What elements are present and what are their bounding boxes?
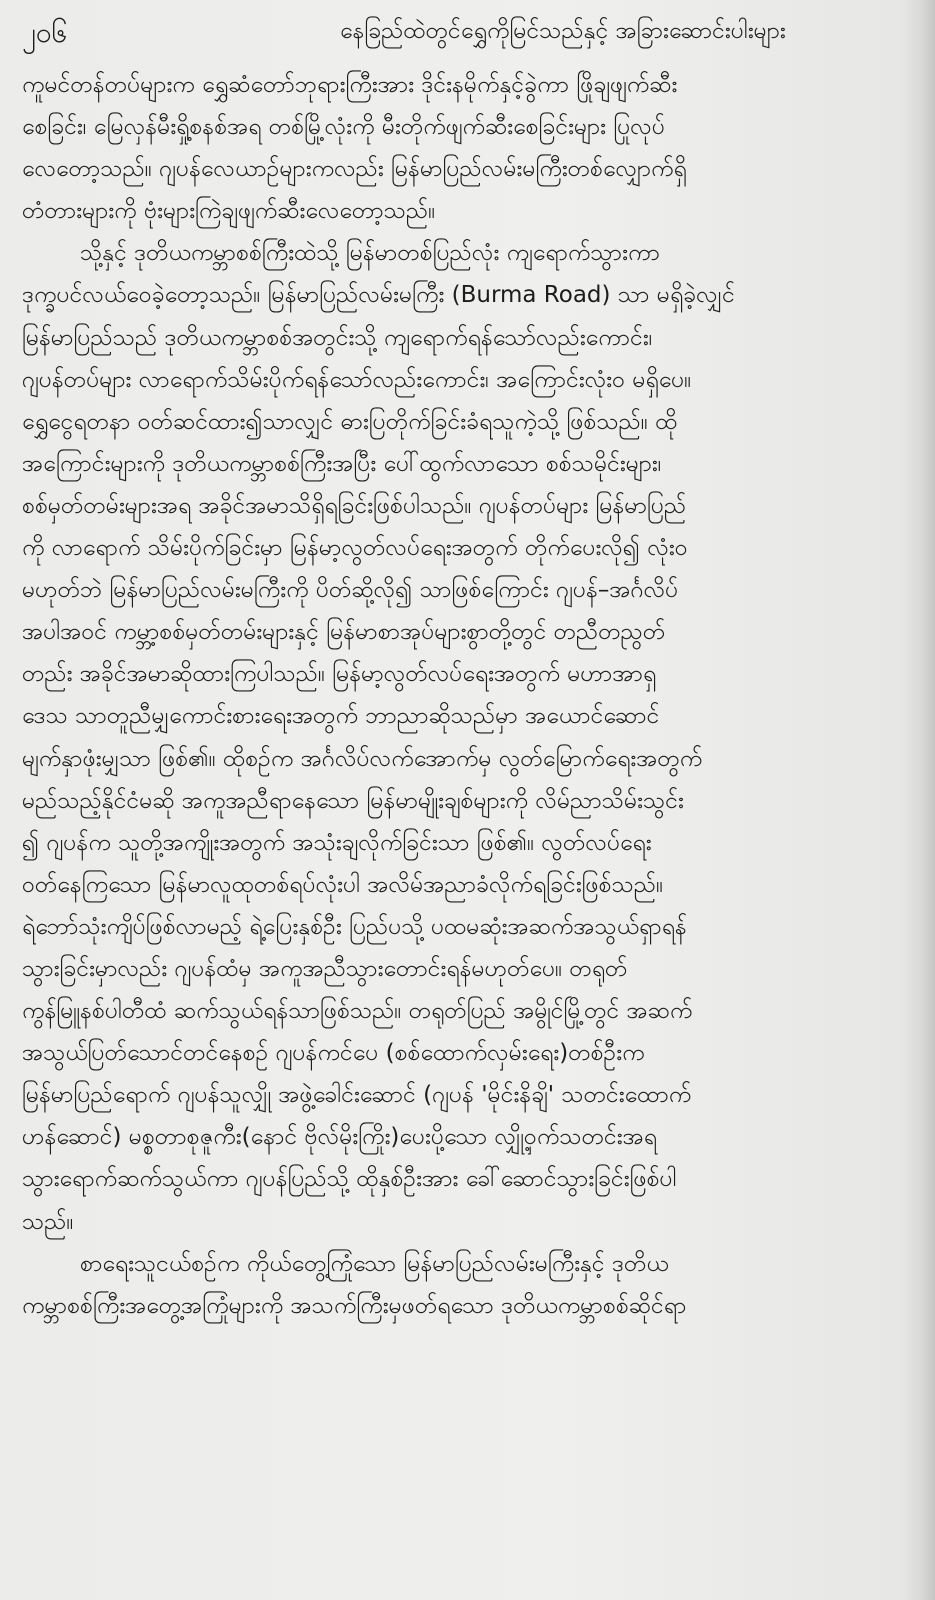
text-line: ကူမင်တန်တပ်များက ရွှေဆံတော်ဘုရားကြီးအား ဒိုင်းနမိုက်နှင့်ခွဲကာ ဖြိုချဖျက်ဆီး xyxy=(22,72,678,98)
text-line: တံတားများကို ဗုံးများကြဲချဖျက်ဆီးလေတော့သည်။ xyxy=(22,198,436,225)
text-line: ရဲဘော်သုံးကျိပ်ဖြစ်လာမည့် ရဲ့ပြေးနှစ်ဦး ပြည်ပသို့ ပထမဆုံးအဆက်အသွယ်ရှာရန် xyxy=(22,913,687,940)
text-line: အပါအဝင် ကမ္ဘာ့စစ်မှတ်တမ်းများနှင့် မြန်မာစာအုပ်များစွာတို့တွင် တညီတညွတ် xyxy=(22,619,666,646)
paragraph-first-line: သို့နှင့် ဒုတိယကမ္ဘာစစ်ကြီးထဲသို့ မြန်မာတစ်ပြည်လုံး ကျရောက်သွားကာ xyxy=(80,240,660,267)
text-line: ၍ ဂျပန်က သူတို့အကျိုးအတွက် အသုံးချလိုက်ခြင်းသာ ဖြစ်၏။ လွတ်လပ်ရေး xyxy=(22,829,652,856)
paragraph-first-line: စာရေးသူငယ်စဉ်က ကိုယ်တွေ့ကြုံသော မြန်မာပြည်လမ်းမကြီးနှင့် ဒုတိယ xyxy=(80,1250,669,1277)
text-line: ကွန်မြူနစ်ပါတီထံ ဆက်သွယ်ရန်သာဖြစ်သည်။ တရုတ်ပြည် အမွိုင်မြို့တွင် အဆက် xyxy=(22,998,693,1025)
page-header xyxy=(0,0,935,70)
text-line: ဝတ်နေကြသော မြန်မာလူထုတစ်ရပ်လုံးပါ အလိမ်အညာခံလိုက်ရခြင်းဖြစ်သည်။ xyxy=(22,871,664,898)
text-line: ဂျပန်တပ်များ လာရောက်သိမ်းပိုက်ရန်သော်လည်းကောင်း၊ အကြောင်းလုံးဝ မရှိပေ။ xyxy=(22,366,692,393)
page-number: ၂၀၆ xyxy=(22,16,68,49)
text-line: ကို လာရောက် သိမ်းပိုက်ခြင်းမှာ မြန်မာ့လွတ်လပ်ရေးအတွက် တိုက်ပေးလို၍ လုံးဝ xyxy=(22,535,688,562)
text-line: လေတော့သည်။ ဂျပန်လေယာဉ်များကလည်း မြန်မာပြည်လမ်းမကြီးတစ်လျှောက်ရှိ xyxy=(22,156,687,183)
text-line: ဒုက္ခပင်လယ်ဝေခဲ့တော့သည်။ မြန်မာပြည်လမ်းမကြီး (Burma Road) သာ မရှိခဲ့လျှင် xyxy=(22,282,735,309)
text-line: မြန်မာပြည်ရောက် ဂျပန်သူလျှို အဖွဲ့ခေါင်းဆောင် (ဂျပန် 'မိုင်းနိချိ' သတင်းထောက် xyxy=(22,1082,692,1109)
text-line: စစ်မှတ်တမ်းများအရ အခိုင်အမာသိရှိရခြင်းဖြစ်ပါသည်။ ဂျပန်တပ်များ မြန်မာပြည် xyxy=(22,492,687,519)
text-line: မဟုတ်ဘဲ မြန်မာပြည်လမ်းမကြီးကို ပိတ်ဆို့လို၍ သာဖြစ်ကြောင်း ဂျပန်–အင်္ဂလိပ် xyxy=(22,577,679,604)
text-line: မျက်နှာဖုံးမျှသာ ဖြစ်၏။ ထိုစဉ်က အင်္ဂလိပ်လက်အောက်မှ လွတ်မြောက်ရေးအတွက် xyxy=(22,745,703,772)
text-line: ကမ္ဘာစစ်ကြီးအတွေ့အကြုံများကို အသက်ကြီးမှဖတ်ရသော ဒုတိယကမ္ဘာစစ်ဆိုင်ရာ xyxy=(22,1292,687,1319)
body-text xyxy=(22,64,920,1594)
page-edge-shadow xyxy=(901,0,935,1600)
text-line: ရွှေငွေရတနာ ဝတ်ဆင်ထား၍သာလျှင် ဓားပြတိုက်ခြင်းခံရသူကဲ့သို့ ဖြစ်သည်။ ထို xyxy=(22,408,678,435)
text-line: မြန်မာပြည်သည် ဒုတိယကမ္ဘာစစ်အတွင်းသို့ ကျရောက်ရန်သော်လည်းကောင်း၊ xyxy=(22,324,653,351)
running-title: နေခြည်ထဲတွင်ရွှေကိုမြင်သည်နှင့် အခြားဆောင်းပါးများ xyxy=(340,18,786,44)
text-line: အသွယ်ပြတ်သောင်တင်နေစဉ် ဂျပန်ကင်ပေ (စစ်ထောက်လှမ်းရေး)တစ်ဦးက xyxy=(22,1040,645,1067)
text-line: ဟန်ဆောင်) မစ္စတာစုဇူကီး(နောင် ဗိုလ်မိုးကြိုး)ပေးပို့သော လျှို့ဝှက်သတင်းအရ xyxy=(22,1124,657,1151)
text-line: အကြောင်းများကို ဒုတိယကမ္ဘာစစ်ကြီးအပြီး ပေါ်ထွက်လာသော စစ်သမိုင်းများ၊ xyxy=(22,450,662,477)
text-line: တည်း အခိုင်အမာဆိုထားကြပါသည်။ မြန်မာ့လွတ်လပ်ရေးအတွက် မဟာအာရှ xyxy=(22,661,657,688)
text-line: မည်သည့်နိုင်ငံမဆို အကူအညီရာနေသော မြန်မာမျိုးချစ်များကို လိမ်ညာသိမ်းသွင်း xyxy=(22,787,684,814)
text-line: သွားခြင်းမှာလည်း ဂျပန်ထံမှ အကူအညီသွားတောင်းရန်မဟုတ်ပေ။ တရုတ် xyxy=(22,955,628,982)
text-line: သွားရောက်ဆက်သွယ်ကာ ဂျပန်ပြည်သို့ ထိုနှစ်ဦးအား ခေါ်ဆောင်သွားခြင်းဖြစ်ပါ xyxy=(22,1166,677,1193)
text-line: စေခြင်း၊ မြေလှန်မီးရှို့စနစ်အရ တစ်မြို့လုံးကို မီးတိုက်ဖျက်ဆီးစေခြင်းများ ပြုလုပ် xyxy=(22,114,665,141)
text-line: သည်။ xyxy=(22,1208,74,1235)
text-line: ဒေသ သာတူညီမျှကောင်းစားရေးအတွက် ဘာညာဆိုသည်မှာ အယောင်ဆောင် xyxy=(22,703,660,730)
